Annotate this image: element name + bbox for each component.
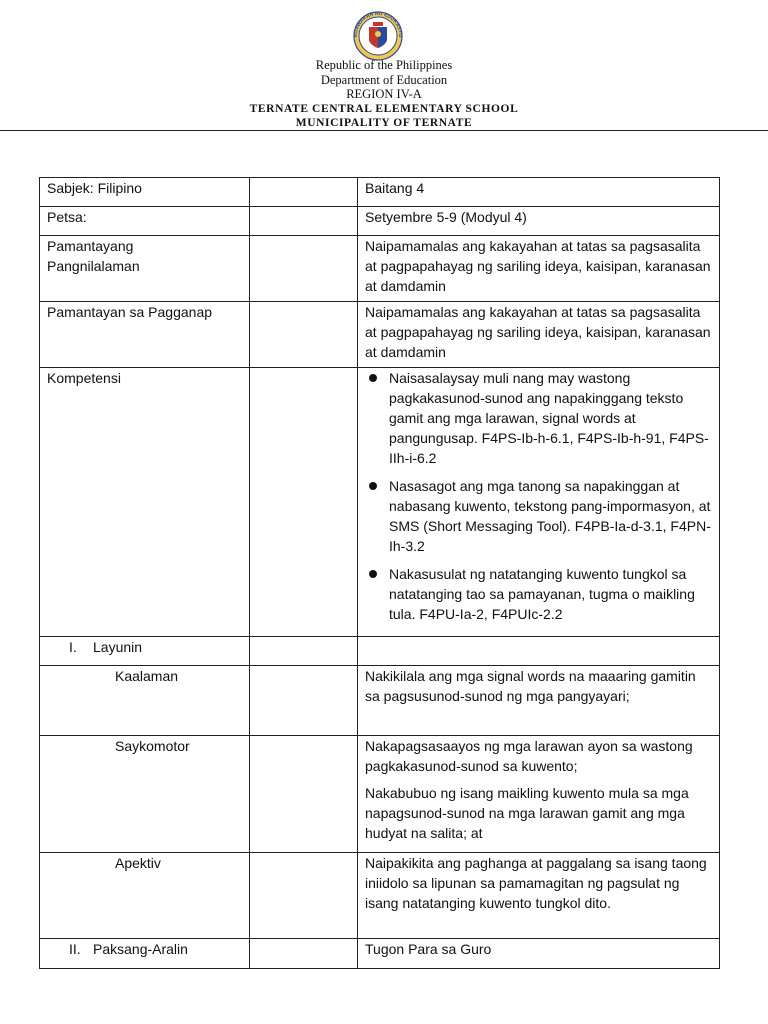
psychomotor-label: Saykomotor (115, 738, 190, 754)
competency-text: Nakasusulat ng natatanging kuwento tungkol sa natatanging tao sa pamayanan, tugma o maikling tula. F4PU-Ia-2, F4PUIc-2.2 (389, 566, 695, 622)
empty-cell (250, 666, 358, 736)
header-municipality: MUNICIPALITY OF TERNATE (295, 117, 473, 129)
empty-cell (250, 236, 358, 302)
grade-value: Baitang 4 (358, 178, 720, 207)
table-row (40, 736, 720, 853)
empty-cell (250, 853, 358, 939)
list-item (365, 368, 713, 468)
bullet-icon (369, 570, 377, 578)
empty-cell (358, 637, 720, 666)
header-divider (0, 130, 768, 131)
affective-label: Apektiv (115, 855, 161, 871)
header-school: TERNATE CENTRAL ELEMENTARY SCHOOL (249, 102, 519, 115)
competency-list-cell (358, 368, 720, 637)
table-row (40, 637, 720, 666)
list-item (365, 564, 713, 624)
psychomotor-value-1: Nakapagsasaayos ng mga larawan ayon sa wastong pagkakasunod-sunod sa kuwento; (365, 738, 693, 774)
bullet-icon (369, 482, 377, 490)
topic-heading (40, 939, 250, 969)
subject-label: Sabjek: Filipino (40, 178, 250, 207)
topic-number: II. (69, 941, 81, 957)
date-label: Petsa: (40, 207, 250, 236)
knowledge-label: Kaalaman (115, 668, 179, 684)
empty-cell (250, 637, 358, 666)
knowledge-cell (40, 666, 250, 736)
empty-cell (250, 178, 358, 207)
bullet-icon (369, 374, 377, 382)
table-row (40, 939, 720, 969)
table-row (40, 666, 720, 736)
table-row (40, 207, 720, 236)
psychomotor-cell (40, 736, 250, 853)
performance-standard-value: Naipamamalas ang kakayahan at tatas sa pagsasalita at pagpapahayag ng sariling ideya, kaisipan, karanasan at damdamin (358, 302, 720, 368)
table-row (40, 302, 720, 368)
objectives-label: Layunin (93, 639, 143, 655)
competency-label: Kompetensi (40, 368, 250, 637)
deped-seal-icon (347, 10, 409, 62)
header-department: Department of Education (320, 72, 448, 87)
seal-text: AGAWARAN NG EDUKASYO (352, 10, 404, 38)
content-standard-value: Naipamamalas ang kakayahan at tatas sa pagsasalita at pagpapahayag ng sariling ideya, kaisipan, karanasan at damdamin (358, 236, 720, 302)
objectives-number: I. (69, 639, 77, 655)
table-row (40, 236, 720, 302)
knowledge-value: Nakikilala ang mga signal words na maaaring gamitin sa pagsusunod-sunod ng mga pangyayari; (358, 666, 720, 736)
topic-label: Paksang-Aralin (93, 941, 188, 957)
competency-text: Naisasalaysay muli nang may wastong pagkakasunod-sunod ang napakinggang teksto gamit ang mga larawan, signal words at pangungusap. F4PS-Ib-h-6.1, F4PS-Ib-h-91, F4PS-IIh-i-6.2 (389, 370, 709, 466)
affective-value: Naipakikita ang paghanga at paggalang sa isang taong iniidolo sa lipunan sa pamamagitan ng pagsulat ng isang natatanging kuwento tungkol dito. (358, 853, 720, 939)
topic-value: Tugon Para sa Guro (358, 939, 720, 969)
empty-cell (250, 939, 358, 969)
header-republic: Republic of the Philippines (315, 58, 453, 72)
table-row (40, 368, 720, 637)
content-standard-label: Pamantayang Pangnilalaman (40, 236, 250, 302)
psychomotor-value-2: Nakabubuo ng isang maikling kuwento mula sa mga napagsunod-sunod na mga larawan gamit ang mga hudyat na salita; at (365, 785, 689, 841)
table-row (40, 178, 720, 207)
document-header (0, 58, 768, 131)
empty-cell (250, 368, 358, 637)
objectives-heading (40, 637, 250, 666)
table-row (40, 853, 720, 939)
affective-cell (40, 853, 250, 939)
competency-list (365, 368, 713, 624)
empty-cell (250, 736, 358, 853)
empty-cell (250, 302, 358, 368)
empty-cell (250, 207, 358, 236)
psychomotor-value-cell (358, 736, 720, 853)
header-region: REGION IV-A (346, 87, 422, 101)
performance-standard-label: Pamantayan sa Pagganap (40, 302, 250, 368)
list-item (365, 476, 713, 556)
competency-text: Nasasagot ang mga tanong sa napakinggan at nabasang kuwento, tekstong pang-impormasyon, at SMS (Short Messaging Tool). F4PB-Ia-d-3.1, F4PN-Ih-3.2 (389, 478, 711, 554)
lesson-plan-table (39, 177, 720, 969)
date-value: Setyembre 5-9 (Modyul 4) (358, 207, 720, 236)
